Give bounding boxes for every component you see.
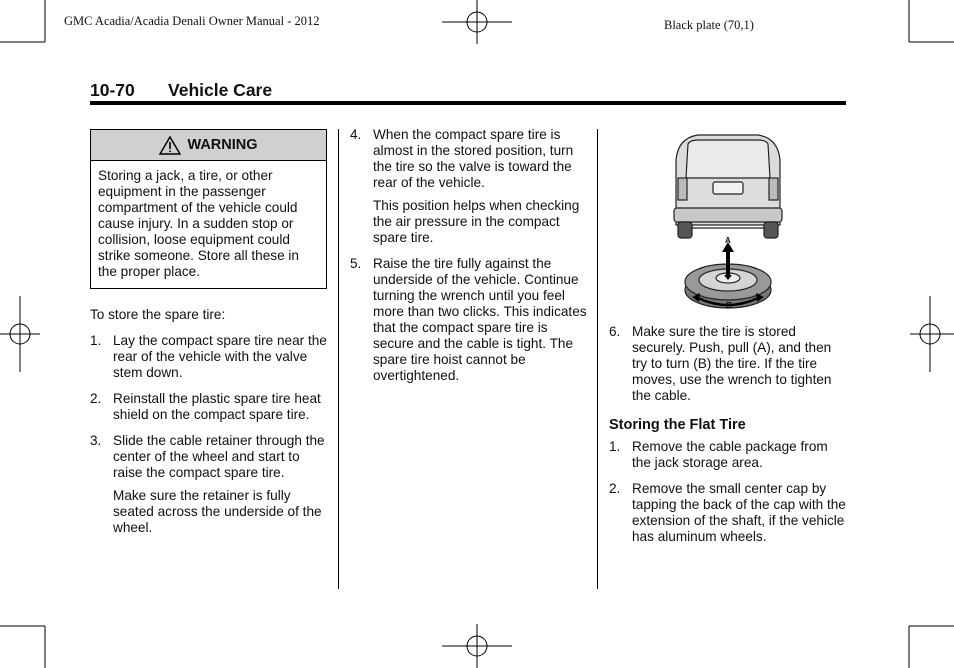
step-text: Remove the cable package from the jack storage area. xyxy=(632,439,828,470)
plate-label: Black plate (70,1) xyxy=(664,18,754,32)
intro-text: To store the spare tire: xyxy=(90,307,226,322)
figure-label-a: A xyxy=(725,236,731,245)
column-2 xyxy=(350,127,590,384)
step-text: Lay the compact spare tire near the rear of the vehicle with the valve stem down. xyxy=(113,333,327,380)
warning-header xyxy=(91,130,326,161)
step-number: 2. xyxy=(90,391,102,406)
step-text: Raise the tire fully against the underside of the vehicle. Continue turning the wrench until you feel more than two clicks. This indicates that the compact spare tire is secure and the cable is tight. The spare tire hoist cannot be overtightened. xyxy=(373,256,587,383)
section-number: 10-70 xyxy=(90,80,135,100)
step-number: 1. xyxy=(609,439,621,454)
list-item xyxy=(609,324,849,404)
step-number: 1. xyxy=(90,333,102,348)
header-rule xyxy=(90,101,846,105)
section-heading xyxy=(90,80,272,101)
list-item xyxy=(350,256,590,384)
warning-text: Storing a jack, a tire, or other equipment in the passenger compartment of the vehicle could cause injury. In a sudden stop or collision, loose equipment could strike someone. Store all these in the proper place. xyxy=(98,168,299,279)
step-text: Slide the cable retainer through the center of the wheel and start to raise the compact spare tire. xyxy=(113,433,325,480)
warning-icon xyxy=(159,136,181,155)
step-number: 3. xyxy=(90,433,102,448)
figure-label-b: B xyxy=(726,301,732,310)
column-3 xyxy=(609,324,849,545)
step-note: This position helps when checking the air pressure in the compact spare tire. xyxy=(373,198,580,245)
step-text: Remove the small center cap by tapping the back of the cap with the extension of the shaft, if the vehicle has aluminum wheels. xyxy=(632,481,846,544)
step-text: Make sure the tire is stored securely. Push, pull (A), and then try to turn (B) the tire. If the tire moves, use the wrench to tighten the cable. xyxy=(632,324,832,403)
warning-title: WARNING xyxy=(187,137,258,153)
column-1 xyxy=(90,129,328,536)
manual-title: GMC Acadia/Acadia Denali Owner Manual - 2012 xyxy=(64,14,320,28)
column-divider xyxy=(338,129,339,589)
step-text: Reinstall the plastic spare tire heat shield on the compact spare tire. xyxy=(113,391,321,422)
list-item xyxy=(609,481,849,545)
column-divider xyxy=(597,129,598,589)
warning-box xyxy=(90,129,327,289)
step-text: When the compact spare tire is almost in the stored position, turn the tire so the valve is toward the rear of the vehicle. xyxy=(373,127,574,190)
step-number: 2. xyxy=(609,481,621,496)
step-number: 5. xyxy=(350,256,362,271)
step-number: 6. xyxy=(609,324,621,339)
spare-tire-figure xyxy=(668,130,788,318)
subheading: Storing the Flat Tire xyxy=(609,417,746,433)
list-item xyxy=(609,439,849,471)
section-title: Vehicle Care xyxy=(168,80,273,100)
list-item xyxy=(90,433,328,481)
step-number: 4. xyxy=(350,127,362,142)
list-item xyxy=(90,333,328,381)
list-item xyxy=(90,391,328,423)
list-item xyxy=(350,127,590,191)
step-note: Make sure the retainer is fully seated across the underside of the wheel. xyxy=(113,488,322,535)
